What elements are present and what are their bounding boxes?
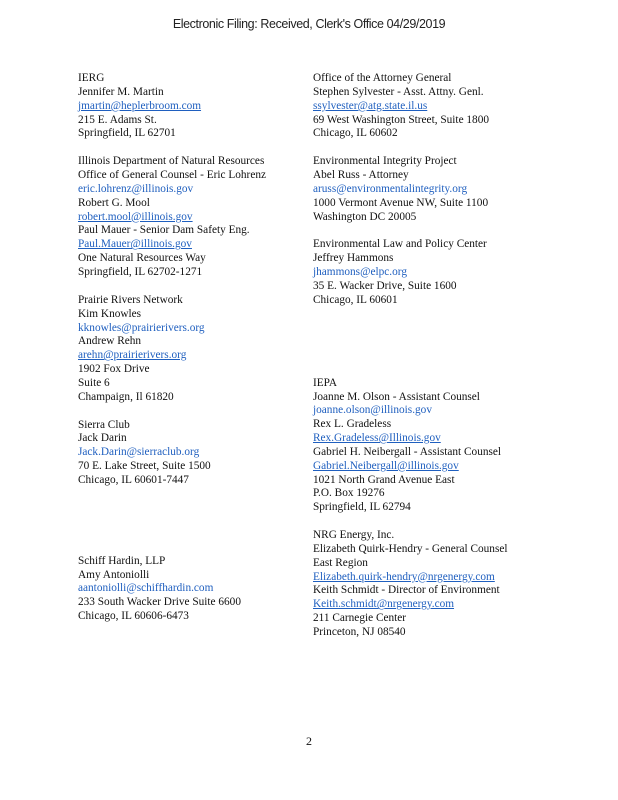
email-link[interactable]: Keith.schmidt@nrgenergy.com <box>313 598 455 611</box>
email-link[interactable]: Jack.Darin@sierraclub.org <box>78 446 200 459</box>
contact-block <box>78 555 303 624</box>
contact-line: Joanne M. Olson - Assistant Counsel <box>313 390 480 403</box>
contact-line: Springfield, IL 62794 <box>313 501 411 514</box>
contact-line: Environmental Law and Policy Center <box>313 238 487 251</box>
contact-line: Chicago, IL 60602 <box>313 127 398 140</box>
email-link[interactable]: joanne.olson@illinois.gov <box>313 404 432 417</box>
contact-line: Stephen Sylvester - Asst. Attny. Genl. <box>313 85 484 98</box>
contact-line: Chicago, IL 60606-6473 <box>78 610 189 623</box>
contact-line: 1021 North Grand Avenue East <box>313 473 455 486</box>
contact-line: Prairie Rivers Network <box>78 293 183 306</box>
contact-line: East Region <box>313 556 368 569</box>
contact-line: Washington DC 20005 <box>313 210 417 223</box>
email-link[interactable]: robert.mool@illinois.gov <box>78 210 193 223</box>
contact-line: Schiff Hardin, LLP <box>78 554 166 567</box>
contact-line: Andrew Rehn <box>78 335 142 348</box>
contact-line: Keith Schmidt - Director of Environment <box>313 584 500 597</box>
contact-line: P.O. Box 19276 <box>313 487 385 500</box>
contact-line: Springfield, IL 62701 <box>78 127 176 140</box>
service-list-left-column <box>78 72 303 624</box>
service-list-right-column <box>313 72 613 640</box>
contact-block <box>313 238 613 307</box>
contact-block <box>78 419 303 488</box>
contact-line: Chicago, IL 60601-7447 <box>78 473 189 486</box>
contact-line: Princeton, NJ 08540 <box>313 626 406 638</box>
contact-block <box>78 294 303 405</box>
email-link[interactable]: kknowles@prairierivers.org <box>78 321 205 334</box>
contact-line: Suite 6 <box>78 376 110 389</box>
contact-line: Amy Antoniolli <box>78 568 150 581</box>
contact-line: Paul Mauer - Senior Dam Safety Eng. <box>78 224 250 237</box>
contact-line: 233 South Wacker Drive Suite 6600 <box>78 596 241 609</box>
contact-line: Springfield, IL 62702-1271 <box>78 265 203 278</box>
email-link[interactable]: aantoniolli@schiffhardin.com <box>78 582 214 595</box>
contact-block <box>313 155 613 224</box>
contact-line: 215 E. Adams St. <box>78 113 157 126</box>
contact-line: Jennifer M. Martin <box>78 85 164 98</box>
contact-line: Chicago, IL 60601 <box>313 293 398 306</box>
contact-line: Jack Darin <box>78 432 127 445</box>
contact-block <box>313 72 613 141</box>
contact-line: Environmental Integrity Project <box>313 155 457 168</box>
email-link[interactable]: eric.lohrenz@illinois.gov <box>78 182 194 195</box>
contact-block <box>78 155 303 280</box>
contact-line: 1902 Fox Drive <box>78 363 150 376</box>
contact-line: Elizabeth Quirk-Hendry - General Counsel <box>313 542 508 555</box>
contact-line: Office of General Counsel - Eric Lohrenz <box>78 169 266 182</box>
contact-line: Rex L. Gradeless <box>313 418 392 431</box>
contact-block <box>313 377 613 515</box>
contact-line: Abel Russ - Attorney <box>313 169 409 182</box>
email-link[interactable]: Elizabeth.quirk-hendry@nrgenergy.com <box>313 570 495 583</box>
contact-line: Champaign, Il 61820 <box>78 390 174 403</box>
contact-line: IERG <box>78 72 105 84</box>
email-link[interactable]: aruss@environmentalintegrity.org <box>313 182 468 195</box>
email-link[interactable]: Paul.Mauer@illinois.gov <box>78 238 192 251</box>
contact-line: 69 West Washington Street, Suite 1800 <box>313 113 489 126</box>
contact-line: 35 E. Wacker Drive, Suite 1600 <box>313 279 457 292</box>
contact-line: NRG Energy, Inc. <box>313 529 395 542</box>
email-link[interactable]: Rex.Gradeless@Illinois.gov <box>313 432 441 445</box>
email-link[interactable]: ssylvester@atg.state.il.us <box>313 99 428 112</box>
filing-header: Electronic Filing: Received, Clerk's Office 04/29/2019 <box>172 17 446 31</box>
contact-line: Gabriel H. Neibergall - Assistant Counsel <box>313 445 502 458</box>
contact-line: 70 E. Lake Street, Suite 1500 <box>78 460 211 473</box>
contact-line: Robert G. Mool <box>78 196 150 209</box>
email-link[interactable]: jhammons@elpc.org <box>313 266 407 279</box>
contact-block <box>78 72 303 141</box>
email-link[interactable]: jmartin@heplerbroom.com <box>78 99 202 112</box>
contact-line: 211 Carnegie Center <box>313 612 407 625</box>
contact-line: 1000 Vermont Avenue NW, Suite 1100 <box>313 196 489 209</box>
contact-line: Kim Knowles <box>78 307 142 320</box>
email-link[interactable]: Gabriel.Neibergall@illinois.gov <box>313 459 459 472</box>
email-link[interactable]: arehn@prairierivers.org <box>78 349 187 362</box>
page-number: 2 <box>306 734 312 748</box>
contact-line: Jeffrey Hammons <box>313 252 394 265</box>
contact-line: Illinois Department of Natural Resources <box>78 155 265 168</box>
contact-line: Office of the Attorney General <box>313 72 452 84</box>
contact-block <box>313 529 613 640</box>
contact-line: IEPA <box>313 376 338 389</box>
contact-line: One Natural Resources Way <box>78 252 206 265</box>
contact-line: Sierra Club <box>78 418 130 431</box>
